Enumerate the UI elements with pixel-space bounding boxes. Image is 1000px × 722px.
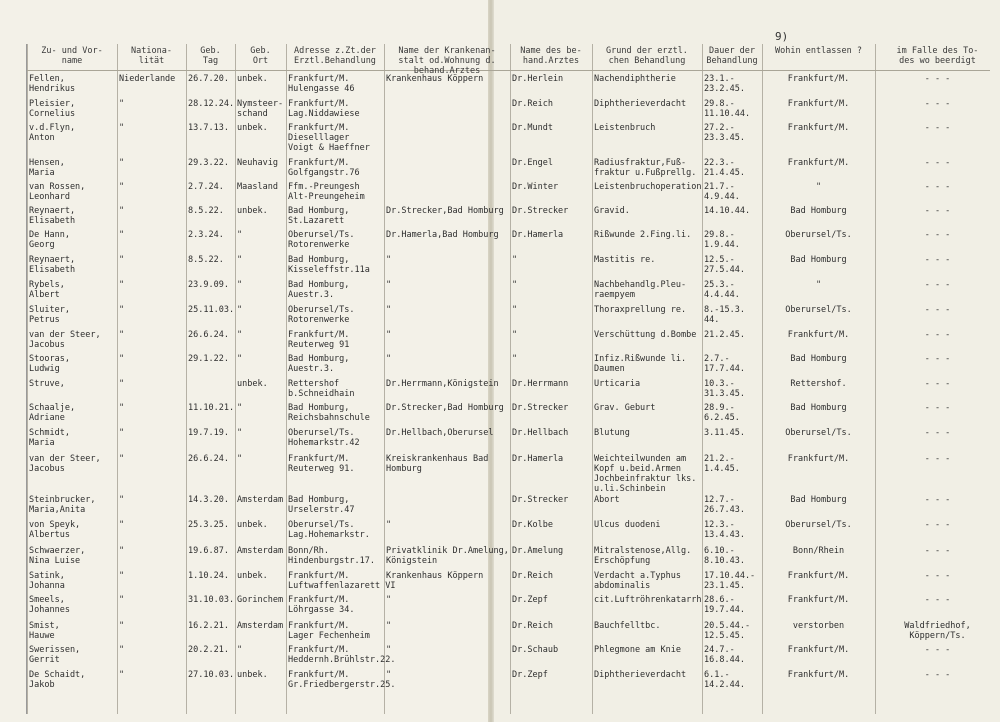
cell-dur: 24.7.- 16.8.44.	[704, 645, 745, 665]
cell-reason: Abort	[594, 495, 620, 505]
cell-name: Fellen, Hendrikus	[29, 74, 76, 94]
cell-place: "	[237, 454, 243, 464]
cell-place: Gorinchem	[237, 595, 284, 605]
cell-dest: Bad Homburg	[790, 255, 847, 265]
cell-addr: Frankfurt/M. Gr.Friedbergerstr.25.	[288, 670, 396, 690]
cell-nat: "	[119, 571, 125, 581]
cell-nat: "	[119, 182, 125, 192]
cell-reason: Nachendiphtherie	[594, 74, 676, 84]
cell-doctor: Dr.Hellbach	[512, 428, 569, 438]
cell-hosp: "	[386, 255, 392, 265]
cell-burial: - - -	[924, 354, 951, 364]
cell-addr: Frankfurt/M. Lager Fechenheim	[288, 621, 370, 641]
cell-doctor: "	[512, 305, 518, 315]
cell-dest: verstorben	[792, 621, 845, 631]
cell-date: 19.6.87.	[188, 546, 229, 556]
cell-reason: Gravid.	[594, 206, 630, 216]
cell-doctor: Dr.Strecker	[512, 495, 569, 505]
cell-date: 26.6.24.	[188, 454, 229, 464]
cell-name: Pleisier, Cornelius	[29, 99, 76, 119]
cell-burial: - - -	[924, 645, 951, 655]
cell-addr: Bonn/Rh. Hindenburgstr.17.	[288, 546, 375, 566]
cell-place: Amsterdam	[237, 621, 284, 631]
cell-dest: Bonn/Rhein	[792, 546, 845, 556]
cell-addr: Bad Homburg, Auestr.3.	[288, 354, 350, 374]
cell-addr: Frankfurt/M. Heddernh.Brühlstr.22.	[288, 645, 396, 665]
cell-hosp: Dr.Herrmann,Königstein	[386, 379, 499, 389]
cell-doctor: Dr.Zepf	[512, 670, 548, 680]
cell-hosp: "	[386, 354, 392, 364]
cell-place: unbek.	[237, 520, 268, 530]
cell-name: Reynaert, Elisabeth	[29, 206, 76, 226]
column-header: Wohin entlassen ?	[775, 46, 862, 56]
column-header: Dauer der Behandlung	[706, 46, 758, 66]
cell-dur: 21.2.45.	[704, 330, 745, 340]
cell-doctor: "	[512, 280, 518, 290]
cell-dest: "	[815, 280, 822, 290]
cell-addr: Oberursel/Ts. Rotorenwerke	[288, 305, 355, 325]
cell-dur: 25.3.- 4.4.44.	[704, 280, 740, 300]
cell-nat: "	[119, 230, 125, 240]
cell-burial: Waldfriedhof, Köppern/Ts.	[904, 621, 971, 641]
column-rule	[762, 44, 763, 714]
cell-nat: "	[119, 280, 125, 290]
cell-dur: 17.10.44.- 23.1.45.	[704, 571, 756, 591]
cell-dest: Frankfurt/M.	[787, 595, 850, 605]
cell-date: 2.3.24.	[188, 230, 224, 240]
cell-dest: Frankfurt/M.	[787, 74, 850, 84]
cell-burial: - - -	[924, 123, 951, 133]
cell-addr: Bad Homburg, Auestr.3.	[288, 280, 350, 300]
cell-burial: - - -	[924, 595, 951, 605]
cell-hosp: "	[386, 670, 392, 680]
cell-burial: - - -	[924, 428, 951, 438]
cell-addr: Rettershof b.Schneidhain	[288, 379, 355, 399]
cell-date: 8.5.22.	[188, 255, 224, 265]
cell-name: Sluiter, Petrus	[29, 305, 70, 325]
cell-dest: Frankfurt/M.	[787, 645, 850, 655]
cell-doctor: "	[512, 255, 518, 265]
cell-dur: 6.1.- 14.2.44.	[704, 670, 745, 690]
column-rule	[702, 44, 703, 714]
cell-dest: Oberursel/Ts.	[785, 428, 852, 438]
cell-date: 27.10.03.	[188, 670, 235, 680]
cell-name: De Schaidt, Jakob	[29, 670, 86, 690]
cell-doctor: Dr.Reich	[512, 621, 553, 631]
cell-addr: Frankfurt/M. Löhrgasse 34.	[288, 595, 355, 615]
cell-nat: "	[119, 330, 125, 340]
cell-burial: - - -	[924, 206, 951, 216]
column-header: Zu- und Vor- name	[41, 46, 103, 66]
cell-dur: 8.-15.3. 44.	[704, 305, 745, 325]
cell-addr: Bad Homburg, Reichsbahnschule	[288, 403, 370, 423]
cell-date: 19.7.19.	[188, 428, 229, 438]
cell-burial: - - -	[924, 182, 951, 192]
cell-dest: Frankfurt/M.	[787, 330, 850, 340]
cell-burial: - - -	[924, 330, 951, 340]
cell-reason: Urticaria	[594, 379, 641, 389]
cell-dur: 12.5.- 27.5.44.	[704, 255, 745, 275]
cell-date: 25.11.03.	[188, 305, 235, 315]
cell-doctor: Dr.Strecker	[512, 403, 569, 413]
cell-addr: Bad Homburg, St.Lazarett	[288, 206, 350, 226]
cell-name: Struve,	[29, 379, 65, 389]
cell-addr: Frankfurt/M. Hulengasse 46	[288, 74, 355, 94]
cell-dest: Oberursel/Ts.	[785, 520, 852, 530]
cell-dur: 21.2.- 1.4.45.	[704, 454, 740, 474]
cell-hosp: Privatklinik Dr.Amelung, Königstein	[386, 546, 509, 566]
cell-reason: Thoraxprellung re.	[594, 305, 687, 315]
cell-date: 29.1.22.	[188, 354, 229, 364]
cell-dur: 12.3.- 13.4.43.	[704, 520, 745, 540]
column-rule	[384, 44, 385, 714]
cell-reason: Leistenbruch	[594, 123, 656, 133]
cell-date: 23.9.09.	[188, 280, 229, 290]
cell-name: Steinbrucker, Maria,Anita	[29, 495, 96, 515]
cell-burial: - - -	[924, 520, 951, 530]
cell-burial: - - -	[924, 74, 951, 84]
column-header: Name der Krankenan- stalt od.Wohnung d. behand.Arztes	[398, 46, 496, 76]
cell-place: Amsterdam	[237, 546, 284, 556]
cell-dest: Frankfurt/M.	[787, 123, 850, 133]
cell-name: van Rossen, Leonhard	[29, 182, 86, 202]
cell-place: "	[237, 280, 243, 290]
column-rule	[286, 44, 287, 714]
cell-name: Smist, Hauwe	[29, 621, 60, 641]
cell-nat: "	[119, 403, 125, 413]
cell-doctor: Dr.Amelung	[512, 546, 564, 556]
cell-dur: 14.10.44.	[704, 206, 751, 216]
cell-name: Schaalje, Adriane	[29, 403, 76, 423]
cell-place: "	[237, 230, 243, 240]
cell-name: van der Steer, Jacobus	[29, 454, 101, 474]
column-rule	[235, 44, 236, 714]
cell-date: 16.2.21.	[188, 621, 229, 631]
cell-name: van der Steer, Jacobus	[29, 330, 101, 350]
cell-date: 28.12.24.	[188, 99, 235, 109]
cell-nat: "	[119, 305, 125, 315]
cell-name: Satink, Johanna	[29, 571, 65, 591]
column-rule	[27, 44, 28, 714]
cell-dur: 3.11.45.	[704, 428, 745, 438]
cell-dur: 27.2.- 23.3.45.	[704, 123, 745, 143]
cell-date: 29.3.22.	[188, 158, 229, 168]
cell-dur: 20.5.44.- 12.5.45.	[704, 621, 751, 641]
cell-date: 31.10.03.	[188, 595, 235, 605]
cell-addr: Ffm.-Preungesh Alt-Preungeheim	[288, 182, 365, 202]
cell-reason: Bauchfelltbc.	[594, 621, 661, 631]
cell-doctor: Dr.Winter	[512, 182, 559, 192]
cell-nat: "	[119, 123, 125, 133]
cell-nat: "	[119, 621, 125, 631]
cell-place: unbek.	[237, 74, 268, 84]
cell-addr: Oberursel/Ts. Lag.Hohemarkstr.	[288, 520, 370, 540]
cell-doctor: Dr.Schaub	[512, 645, 559, 655]
cell-addr: Bad Homburg, Urselerstr.47	[288, 495, 355, 515]
page-number: 9)	[775, 30, 789, 43]
cell-place: Amsterdam	[237, 495, 284, 505]
cell-dest: Frankfurt/M.	[787, 158, 850, 168]
cell-place: "	[237, 645, 243, 655]
cell-place: unbek.	[237, 123, 268, 133]
cell-hosp: Dr.Hellbach,Oberursel	[386, 428, 494, 438]
cell-addr: Bad Homburg, Kisseleffstr.11a	[288, 255, 370, 275]
cell-date: 13.7.13.	[188, 123, 229, 133]
cell-date: 1.10.24.	[188, 571, 229, 581]
cell-hosp: "	[386, 621, 392, 631]
cell-hosp: Kreiskrankenhaus Bad Homburg	[386, 454, 489, 474]
cell-nat: "	[119, 670, 125, 680]
cell-addr: Frankfurt/M. Golfgangstr.76	[288, 158, 360, 178]
cell-dest: "	[815, 182, 822, 192]
column-header: Adresse z.Zt.der Erztl.Behandlung	[294, 46, 376, 66]
cell-hosp: "	[386, 645, 392, 655]
cell-name: Rybels, Albert	[29, 280, 65, 300]
cell-dest: Bad Homburg	[790, 495, 847, 505]
cell-burial: - - -	[924, 99, 951, 109]
cell-burial: - - -	[924, 158, 951, 168]
cell-hosp: "	[386, 305, 392, 315]
column-header: Nationa- lität	[131, 46, 172, 66]
column-rule	[875, 44, 876, 714]
cell-nat: "	[119, 158, 125, 168]
cell-place: unbek.	[237, 379, 268, 389]
cell-nat: "	[119, 645, 125, 655]
cell-burial: - - -	[924, 670, 951, 680]
cell-nat: "	[119, 454, 125, 464]
column-header: Name des be- hand.Arztes	[520, 46, 582, 66]
cell-date: 25.3.25.	[188, 520, 229, 530]
cell-place: "	[237, 354, 243, 364]
cell-name: Reynaert, Elisabeth	[29, 255, 76, 275]
cell-doctor: Dr.Herlein	[512, 74, 564, 84]
cell-dur: 28.6.- 19.7.44.	[704, 595, 745, 615]
cell-hosp: Dr.Strecker,Bad Homburg	[386, 206, 504, 216]
cell-place: "	[237, 255, 243, 265]
cell-nat: "	[119, 495, 125, 505]
cell-dur: 23.1.- 23.2.45.	[704, 74, 745, 94]
cell-place: unbek.	[237, 670, 268, 680]
cell-burial: - - -	[924, 379, 951, 389]
cell-dest: Rettershof.	[790, 379, 847, 389]
cell-dur: 21.7.- 4.9.44.	[704, 182, 740, 202]
cell-reason: Diphtherieverdacht	[594, 99, 687, 109]
cell-nat: "	[119, 520, 125, 530]
cell-addr: Oberursel/Ts. Rotorenwerke	[288, 230, 355, 250]
cell-dur: 29.8.- 11.10.44.	[704, 99, 751, 119]
column-rule	[117, 44, 118, 714]
cell-place: Maasland	[237, 182, 278, 192]
cell-dur: 28.9.- 6.2.45.	[704, 403, 740, 423]
cell-burial: - - -	[924, 454, 951, 464]
cell-place: unbek.	[237, 206, 268, 216]
cell-reason: Infiz.Rißwunde li. Daumen	[594, 354, 687, 374]
cell-nat: Niederlande	[119, 74, 176, 84]
cell-burial: - - -	[924, 571, 951, 581]
cell-dest: Bad Homburg	[790, 354, 847, 364]
cell-reason: Rißwunde 2.Fing.li.	[594, 230, 692, 240]
cell-place: Neuhavig	[237, 158, 278, 168]
column-header: Grund der erztl. chen Behandlung	[606, 46, 688, 66]
cell-dur: 12.7.- 26.7.43.	[704, 495, 745, 515]
cell-dur: 6.10.- 8.10.43.	[704, 546, 745, 566]
column-rule	[592, 44, 593, 714]
cell-addr: Frankfurt/M. Reuterweg 91	[288, 330, 350, 350]
cell-name: De Hann, Georg	[29, 230, 70, 250]
cell-hosp: Dr.Strecker,Bad Homburg	[386, 403, 504, 413]
cell-doctor: Dr.Strecker	[512, 206, 569, 216]
cell-doctor: "	[512, 354, 518, 364]
cell-dest: Bad Homburg	[790, 206, 847, 216]
cell-reason: Mitralstenose,Allg. Erschöpfung	[594, 546, 692, 566]
cell-reason: Weichteilwunden am Kopf u.beid.Armen Jochbeinfraktur lks. u.li.Schinbein	[594, 454, 697, 494]
cell-nat: "	[119, 99, 125, 109]
column-header: im Falle des To- des wo beerdigt	[896, 46, 979, 66]
cell-hosp: "	[386, 520, 392, 530]
cell-date: 8.5.22.	[188, 206, 224, 216]
cell-nat: "	[119, 206, 125, 216]
cell-name: Swerissen, Gerrit	[29, 645, 81, 665]
cell-nat: "	[119, 595, 125, 605]
cell-nat: "	[119, 255, 125, 265]
cell-hosp: "	[386, 595, 392, 605]
cell-hosp: Krankenhaus Köppern	[386, 571, 484, 581]
cell-hosp: Dr.Hamerla,Bad Homburg	[386, 230, 499, 240]
cell-dur: 2.7.- 17.7.44.	[704, 354, 745, 374]
cell-nat: "	[119, 379, 125, 389]
cell-addr: Frankfurt/M. Dieselllager Voigt & Haeffner	[288, 123, 370, 153]
cell-addr: Frankfurt/M. Reuterweg 91.	[288, 454, 355, 474]
cell-name: Hensen, Maria	[29, 158, 65, 178]
cell-doctor: Dr.Mundt	[512, 123, 553, 133]
cell-reason: Leistenbruchoperation	[594, 182, 702, 192]
cell-date: 20.2.21.	[188, 645, 229, 655]
cell-date: 14.3.20.	[188, 495, 229, 505]
cell-place: "	[237, 330, 243, 340]
cell-dest: Oberursel/Ts.	[785, 230, 852, 240]
cell-doctor: Dr.Herrmann	[512, 379, 569, 389]
cell-place: Nymsteer- schand	[237, 99, 284, 119]
cell-reason: Radiusfraktur,Fuß- fraktur u.Fußprellg.	[594, 158, 697, 178]
cell-addr: Frankfurt/M. Luftwaffenlazarett	[288, 571, 381, 591]
cell-dest: Frankfurt/M.	[787, 454, 850, 464]
cell-date: 26.6.24.	[188, 330, 229, 340]
cell-burial: - - -	[924, 280, 951, 290]
cell-reason: Ulcus duodeni	[594, 520, 661, 530]
cell-burial: - - -	[924, 403, 951, 413]
cell-dur: 22.3.- 21.4.45.	[704, 158, 745, 178]
cell-reason: Grav. Geburt	[594, 403, 656, 413]
cell-reason: Verdacht a.Typhus abdominalis	[594, 571, 681, 591]
cell-name: Stooras, Ludwig	[29, 354, 70, 374]
cell-addr: Oberursel/Ts. Hohemarkstr.42	[288, 428, 360, 448]
cell-dur: 10.3.- 31.3.45.	[704, 379, 745, 399]
cell-burial: - - -	[924, 255, 951, 265]
cell-doctor: Dr.Engel	[512, 158, 553, 168]
cell-nat: "	[119, 546, 125, 556]
cell-reason: Diphtherieverdacht	[594, 670, 687, 680]
cell-reason: cit.Luftröhrenkatarrh	[594, 595, 702, 605]
cell-hosp: "	[386, 280, 392, 290]
cell-reason: Blutung	[594, 428, 630, 438]
cell-doctor: Dr.Kolbe	[512, 520, 553, 530]
cell-hosp: Krankenhaus Köppern	[386, 74, 484, 84]
cell-date: 26.7.20.	[188, 74, 229, 84]
cell-doctor: Dr.Hamerla	[512, 454, 564, 464]
cell-reason: Mastitis re.	[594, 255, 656, 265]
cell-reason: Phlegmone am Knie	[594, 645, 681, 655]
cell-addr: Frankfurt/M. Lag.Niddawiese	[288, 99, 360, 119]
cell-reason: Nachbehandlg.Pleu- raempyem	[594, 280, 687, 300]
cell-doctor: Dr.Hamerla	[512, 230, 564, 240]
cell-name: Schmidt, Maria	[29, 428, 70, 448]
cell-dur: 29.8.- 1.9.44.	[704, 230, 740, 250]
cell-doctor: Dr.Reich	[512, 571, 553, 581]
cell-burial: - - -	[924, 305, 951, 315]
cell-dest: Oberursel/Ts.	[785, 305, 852, 315]
cell-burial: - - -	[924, 230, 951, 240]
cell-reason: Verschüttung d.Bombe	[594, 330, 697, 340]
cell-dest: Frankfurt/M.	[787, 571, 850, 581]
cell-burial: - - -	[924, 495, 951, 505]
cell-dest: Frankfurt/M.	[787, 670, 850, 680]
cell-doctor: "	[512, 330, 518, 340]
cell-dest: Bad Homburg	[790, 403, 847, 413]
cell-nat: "	[119, 428, 125, 438]
cell-name: von Speyk, Albertus	[29, 520, 81, 540]
column-header: Geb. Tag	[200, 46, 221, 66]
cell-nat: "	[119, 354, 125, 364]
cell-date: 2.7.24.	[188, 182, 224, 192]
cell-place: "	[237, 403, 243, 413]
column-header: Geb. Ort	[250, 46, 271, 66]
cell-place: "	[237, 428, 243, 438]
cell-dest: Frankfurt/M.	[787, 99, 850, 109]
cell-name: Smeels, Johannes	[29, 595, 70, 615]
cell-place: "	[237, 305, 243, 315]
cell-burial: - - -	[924, 546, 951, 556]
cell-name: Schwaerzer, Nina Luise	[29, 546, 86, 566]
cell-name: v.d.Flyn, Anton	[29, 123, 76, 143]
column-rule	[186, 44, 187, 714]
cell-doctor: Dr.Zepf	[512, 595, 548, 605]
cell-place: unbek.	[237, 571, 268, 581]
cell-date: 11.10.21.	[188, 403, 235, 413]
cell-hosp: "	[386, 330, 392, 340]
cell-doctor: Dr.Reich	[512, 99, 553, 109]
